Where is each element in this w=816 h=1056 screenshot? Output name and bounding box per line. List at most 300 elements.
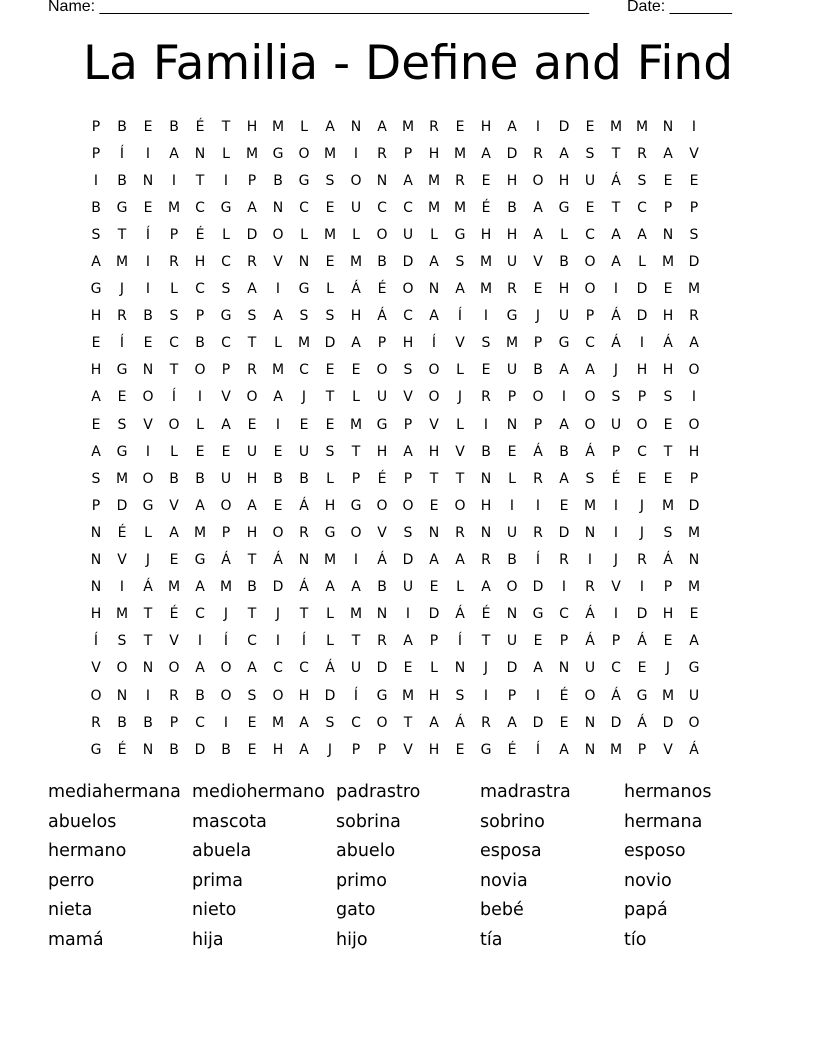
- grid-letter[interactable]: M: [115, 254, 129, 271]
- grid-letter[interactable]: V: [455, 335, 465, 352]
- grid-letter[interactable]: H: [246, 470, 258, 487]
- grid-letter[interactable]: T: [403, 714, 413, 731]
- grid-letter[interactable]: M: [271, 362, 285, 379]
- grid-letter[interactable]: I: [171, 172, 177, 189]
- grid-letter[interactable]: U: [558, 308, 570, 325]
- grid-letter[interactable]: I: [405, 606, 411, 623]
- grid-letter[interactable]: O: [428, 389, 440, 406]
- grid-letter[interactable]: I: [613, 606, 619, 623]
- grid-letter[interactable]: R: [481, 552, 491, 569]
- grid-letter[interactable]: L: [456, 362, 464, 379]
- grid-letter[interactable]: E: [429, 579, 439, 596]
- grid-letter[interactable]: B: [507, 199, 517, 216]
- grid-letter[interactable]: S: [117, 633, 127, 650]
- grid-letter[interactable]: B: [195, 687, 205, 704]
- grid-letter[interactable]: C: [299, 362, 309, 379]
- grid-letter[interactable]: P: [195, 308, 205, 325]
- grid-letter[interactable]: M: [323, 226, 337, 243]
- grid-letter[interactable]: A: [273, 389, 283, 406]
- grid-letter[interactable]: E: [533, 633, 543, 650]
- grid-letter[interactable]: R: [533, 470, 543, 487]
- grid-letter[interactable]: A: [403, 633, 413, 650]
- grid-letter[interactable]: É: [117, 524, 127, 541]
- grid-letter[interactable]: H: [246, 118, 258, 135]
- grid-letter[interactable]: M: [193, 524, 207, 541]
- grid-letter[interactable]: H: [90, 308, 102, 325]
- grid-letter[interactable]: N: [480, 470, 492, 487]
- grid-letter[interactable]: G: [220, 199, 232, 216]
- grid-letter[interactable]: M: [323, 145, 337, 162]
- grid-letter[interactable]: S: [403, 362, 413, 379]
- grid-letter[interactable]: A: [195, 660, 205, 677]
- grid-letter[interactable]: T: [481, 633, 491, 650]
- grid-letter[interactable]: R: [169, 687, 179, 704]
- grid-letter[interactable]: N: [662, 226, 674, 243]
- grid-letter[interactable]: E: [273, 497, 283, 514]
- grid-letter[interactable]: N: [90, 579, 102, 596]
- grid-letter[interactable]: H: [402, 335, 414, 352]
- grid-letter[interactable]: I: [275, 281, 281, 298]
- grid-letter[interactable]: A: [169, 145, 179, 162]
- grid-letter[interactable]: N: [428, 281, 440, 298]
- grid-letter[interactable]: R: [377, 145, 387, 162]
- grid-letter[interactable]: R: [507, 281, 517, 298]
- grid-letter[interactable]: L: [508, 470, 516, 487]
- grid-letter[interactable]: L: [326, 606, 334, 623]
- grid-letter[interactable]: H: [350, 308, 362, 325]
- grid-letter[interactable]: C: [273, 660, 283, 677]
- grid-letter[interactable]: V: [169, 497, 179, 514]
- grid-letter[interactable]: U: [376, 389, 388, 406]
- grid-letter[interactable]: S: [117, 416, 127, 433]
- grid-letter[interactable]: Á: [663, 552, 673, 569]
- grid-letter[interactable]: H: [558, 281, 570, 298]
- grid-letter[interactable]: T: [611, 199, 621, 216]
- grid-letter[interactable]: M: [271, 118, 285, 135]
- grid-letter[interactable]: P: [403, 416, 413, 433]
- grid-letter[interactable]: É: [481, 199, 491, 216]
- grid-letter[interactable]: Í: [535, 552, 541, 569]
- grid-letter[interactable]: R: [455, 524, 465, 541]
- grid-letter[interactable]: H: [324, 497, 336, 514]
- grid-letter[interactable]: A: [585, 362, 595, 379]
- grid-letter[interactable]: E: [663, 416, 673, 433]
- grid-letter[interactable]: N: [454, 660, 466, 677]
- grid-letter[interactable]: P: [663, 199, 673, 216]
- grid-letter[interactable]: G: [480, 741, 492, 758]
- grid-letter[interactable]: B: [143, 714, 153, 731]
- grid-letter[interactable]: N: [272, 199, 284, 216]
- grid-letter[interactable]: O: [688, 714, 700, 731]
- grid-letter[interactable]: A: [221, 416, 231, 433]
- grid-letter[interactable]: R: [299, 524, 309, 541]
- grid-letter[interactable]: É: [559, 687, 569, 704]
- grid-letter[interactable]: A: [91, 254, 101, 271]
- grid-letter[interactable]: J: [613, 552, 619, 569]
- grid-letter[interactable]: N: [688, 552, 700, 569]
- grid-letter[interactable]: G: [90, 741, 102, 758]
- grid-letter[interactable]: E: [559, 497, 569, 514]
- grid-letter[interactable]: R: [429, 118, 439, 135]
- grid-letter[interactable]: A: [273, 308, 283, 325]
- grid-letter[interactable]: Á: [663, 335, 673, 352]
- grid-letter[interactable]: Á: [689, 741, 699, 758]
- grid-letter[interactable]: H: [480, 118, 492, 135]
- grid-letter[interactable]: I: [275, 633, 281, 650]
- grid-letter[interactable]: M: [115, 606, 129, 623]
- grid-letter[interactable]: D: [116, 497, 128, 514]
- grid-letter[interactable]: G: [532, 606, 544, 623]
- grid-letter[interactable]: E: [689, 606, 699, 623]
- grid-letter[interactable]: E: [247, 741, 257, 758]
- grid-letter[interactable]: S: [689, 226, 699, 243]
- grid-letter[interactable]: R: [559, 552, 569, 569]
- grid-letter[interactable]: P: [91, 497, 101, 514]
- grid-letter[interactable]: C: [299, 199, 309, 216]
- grid-letter[interactable]: B: [273, 172, 283, 189]
- grid-letter[interactable]: A: [559, 741, 569, 758]
- grid-letter[interactable]: E: [325, 416, 335, 433]
- grid-letter[interactable]: G: [298, 172, 310, 189]
- grid-letter[interactable]: A: [637, 226, 647, 243]
- grid-letter[interactable]: H: [662, 606, 674, 623]
- grid-letter[interactable]: I: [483, 308, 489, 325]
- grid-letter[interactable]: I: [145, 687, 151, 704]
- grid-letter[interactable]: G: [142, 497, 154, 514]
- grid-letter[interactable]: T: [221, 118, 231, 135]
- grid-letter[interactable]: R: [247, 362, 257, 379]
- grid-letter[interactable]: N: [584, 741, 596, 758]
- grid-letter[interactable]: E: [585, 118, 595, 135]
- grid-letter[interactable]: Á: [455, 714, 465, 731]
- grid-letter[interactable]: N: [298, 254, 310, 271]
- grid-letter[interactable]: C: [195, 606, 205, 623]
- grid-letter[interactable]: I: [613, 497, 619, 514]
- grid-letter[interactable]: A: [325, 118, 335, 135]
- grid-letter[interactable]: E: [637, 660, 647, 677]
- grid-letter[interactable]: G: [454, 226, 466, 243]
- grid-letter[interactable]: V: [221, 389, 231, 406]
- grid-letter[interactable]: A: [689, 633, 699, 650]
- grid-letter[interactable]: I: [145, 145, 151, 162]
- grid-letter[interactable]: Í: [353, 687, 359, 704]
- grid-letter[interactable]: D: [558, 118, 570, 135]
- grid-letter[interactable]: A: [299, 741, 309, 758]
- grid-letter[interactable]: O: [220, 660, 232, 677]
- grid-letter[interactable]: R: [533, 524, 543, 541]
- grid-letter[interactable]: I: [691, 118, 697, 135]
- grid-letter[interactable]: L: [456, 579, 464, 596]
- grid-letter[interactable]: É: [377, 281, 387, 298]
- grid-letter[interactable]: G: [376, 687, 388, 704]
- grid-letter[interactable]: N: [194, 145, 206, 162]
- grid-letter[interactable]: É: [481, 606, 491, 623]
- grid-letter[interactable]: H: [90, 362, 102, 379]
- grid-letter[interactable]: E: [455, 118, 465, 135]
- grid-letter[interactable]: G: [194, 552, 206, 569]
- grid-letter[interactable]: L: [196, 416, 204, 433]
- grid-letter[interactable]: O: [116, 660, 128, 677]
- grid-letter[interactable]: L: [326, 470, 334, 487]
- grid-letter[interactable]: M: [349, 606, 363, 623]
- grid-letter[interactable]: M: [635, 118, 649, 135]
- grid-letter[interactable]: T: [299, 606, 309, 623]
- grid-letter[interactable]: I: [197, 633, 203, 650]
- grid-letter[interactable]: A: [429, 552, 439, 569]
- grid-letter[interactable]: N: [376, 606, 388, 623]
- grid-letter[interactable]: A: [559, 416, 569, 433]
- grid-letter[interactable]: V: [429, 416, 439, 433]
- grid-letter[interactable]: B: [481, 443, 491, 460]
- grid-letter[interactable]: C: [559, 606, 569, 623]
- grid-letter[interactable]: M: [687, 579, 701, 596]
- grid-letter[interactable]: B: [195, 335, 205, 352]
- grid-letter[interactable]: A: [247, 281, 257, 298]
- grid-letter[interactable]: E: [455, 741, 465, 758]
- grid-letter[interactable]: Á: [585, 633, 595, 650]
- grid-letter[interactable]: D: [636, 308, 648, 325]
- grid-letter[interactable]: A: [377, 118, 387, 135]
- grid-letter[interactable]: D: [636, 606, 648, 623]
- grid-letter[interactable]: G: [558, 199, 570, 216]
- grid-letter[interactable]: T: [247, 606, 257, 623]
- grid-letter[interactable]: P: [221, 362, 231, 379]
- grid-letter[interactable]: I: [587, 552, 593, 569]
- grid-letter[interactable]: I: [535, 497, 541, 514]
- grid-letter[interactable]: Á: [325, 660, 335, 677]
- grid-letter[interactable]: N: [662, 118, 674, 135]
- grid-letter[interactable]: G: [272, 145, 284, 162]
- grid-letter[interactable]: Í: [93, 633, 99, 650]
- grid-letter[interactable]: U: [298, 443, 310, 460]
- grid-letter[interactable]: I: [353, 552, 359, 569]
- grid-letter[interactable]: E: [91, 416, 101, 433]
- grid-letter[interactable]: E: [91, 335, 101, 352]
- grid-letter[interactable]: G: [350, 497, 362, 514]
- grid-letter[interactable]: D: [324, 687, 336, 704]
- grid-letter[interactable]: P: [429, 633, 439, 650]
- grid-letter[interactable]: D: [688, 497, 700, 514]
- grid-letter[interactable]: H: [688, 443, 700, 460]
- grid-letter[interactable]: N: [142, 172, 154, 189]
- grid-letter[interactable]: E: [273, 443, 283, 460]
- grid-letter[interactable]: Í: [119, 145, 125, 162]
- grid-letter[interactable]: P: [611, 633, 621, 650]
- grid-letter[interactable]: C: [403, 199, 413, 216]
- grid-letter[interactable]: O: [220, 687, 232, 704]
- grid-letter[interactable]: J: [639, 497, 645, 514]
- grid-letter[interactable]: B: [299, 470, 309, 487]
- grid-letter[interactable]: A: [507, 714, 517, 731]
- grid-letter[interactable]: L: [300, 118, 308, 135]
- grid-letter[interactable]: R: [689, 308, 699, 325]
- grid-letter[interactable]: G: [298, 281, 310, 298]
- grid-letter[interactable]: M: [271, 714, 285, 731]
- grid-letter[interactable]: M: [687, 524, 701, 541]
- grid-letter[interactable]: O: [142, 389, 154, 406]
- grid-letter[interactable]: D: [506, 145, 518, 162]
- grid-letter[interactable]: O: [272, 524, 284, 541]
- grid-letter[interactable]: P: [585, 308, 595, 325]
- grid-letter[interactable]: L: [430, 660, 438, 677]
- grid-letter[interactable]: G: [376, 416, 388, 433]
- grid-letter[interactable]: Í: [171, 389, 177, 406]
- grid-letter[interactable]: Í: [145, 226, 151, 243]
- grid-letter[interactable]: I: [483, 416, 489, 433]
- grid-letter[interactable]: P: [533, 416, 543, 433]
- grid-letter[interactable]: J: [483, 660, 489, 677]
- grid-letter[interactable]: Á: [585, 443, 595, 460]
- grid-letter[interactable]: Í: [457, 633, 463, 650]
- grid-letter[interactable]: D: [532, 579, 544, 596]
- grid-letter[interactable]: A: [533, 199, 543, 216]
- grid-letter[interactable]: N: [142, 660, 154, 677]
- grid-letter[interactable]: T: [325, 389, 335, 406]
- grid-letter[interactable]: A: [195, 579, 205, 596]
- grid-letter[interactable]: B: [377, 254, 387, 271]
- grid-letter[interactable]: S: [455, 254, 465, 271]
- grid-letter[interactable]: B: [273, 470, 283, 487]
- grid-letter[interactable]: O: [688, 362, 700, 379]
- grid-letter[interactable]: M: [167, 579, 181, 596]
- grid-letter[interactable]: D: [428, 606, 440, 623]
- grid-letter[interactable]: Á: [299, 579, 309, 596]
- grid-letter[interactable]: E: [247, 416, 257, 433]
- grid-letter[interactable]: N: [142, 741, 154, 758]
- grid-letter[interactable]: A: [403, 443, 413, 460]
- grid-letter[interactable]: S: [403, 524, 413, 541]
- grid-letter[interactable]: P: [169, 714, 179, 731]
- grid-letter[interactable]: Á: [611, 308, 621, 325]
- grid-letter[interactable]: E: [429, 497, 439, 514]
- grid-letter[interactable]: U: [688, 687, 700, 704]
- grid-letter[interactable]: E: [403, 660, 413, 677]
- grid-letter[interactable]: L: [560, 226, 568, 243]
- grid-letter[interactable]: M: [505, 335, 519, 352]
- grid-letter[interactable]: B: [169, 470, 179, 487]
- grid-letter[interactable]: B: [507, 552, 517, 569]
- grid-letter[interactable]: M: [479, 281, 493, 298]
- grid-letter[interactable]: S: [91, 470, 101, 487]
- grid-letter[interactable]: T: [143, 606, 153, 623]
- grid-letter[interactable]: L: [170, 443, 178, 460]
- grid-letter[interactable]: H: [246, 524, 258, 541]
- grid-letter[interactable]: N: [584, 524, 596, 541]
- grid-letter[interactable]: N: [506, 606, 518, 623]
- grid-letter[interactable]: I: [509, 497, 515, 514]
- grid-letter[interactable]: P: [637, 741, 647, 758]
- grid-letter[interactable]: H: [558, 172, 570, 189]
- grid-letter[interactable]: A: [481, 145, 491, 162]
- grid-letter[interactable]: P: [91, 145, 101, 162]
- grid-letter[interactable]: R: [637, 552, 647, 569]
- grid-letter[interactable]: S: [221, 281, 231, 298]
- grid-letter[interactable]: A: [91, 389, 101, 406]
- grid-letter[interactable]: M: [583, 497, 597, 514]
- grid-letter[interactable]: E: [195, 443, 205, 460]
- grid-letter[interactable]: L: [326, 281, 334, 298]
- grid-letter[interactable]: S: [455, 687, 465, 704]
- grid-letter[interactable]: Á: [585, 606, 595, 623]
- grid-letter[interactable]: R: [481, 714, 491, 731]
- grid-letter[interactable]: I: [483, 687, 489, 704]
- grid-letter[interactable]: H: [428, 741, 440, 758]
- grid-letter[interactable]: R: [481, 389, 491, 406]
- grid-letter[interactable]: E: [481, 172, 491, 189]
- grid-letter[interactable]: O: [272, 226, 284, 243]
- grid-letter[interactable]: O: [402, 497, 414, 514]
- grid-letter[interactable]: T: [351, 633, 361, 650]
- grid-letter[interactable]: É: [195, 118, 205, 135]
- grid-letter[interactable]: A: [663, 145, 673, 162]
- grid-letter[interactable]: H: [428, 443, 440, 460]
- grid-letter[interactable]: D: [402, 254, 414, 271]
- grid-letter[interactable]: E: [663, 281, 673, 298]
- grid-letter[interactable]: P: [169, 226, 179, 243]
- grid-letter[interactable]: J: [457, 389, 463, 406]
- grid-letter[interactable]: R: [169, 254, 179, 271]
- grid-letter[interactable]: Á: [299, 497, 309, 514]
- grid-letter[interactable]: T: [611, 145, 621, 162]
- grid-letter[interactable]: H: [376, 443, 388, 460]
- grid-letter[interactable]: M: [427, 172, 441, 189]
- grid-letter[interactable]: O: [168, 660, 180, 677]
- grid-letter[interactable]: R: [637, 145, 647, 162]
- grid-letter[interactable]: V: [91, 660, 101, 677]
- grid-letter[interactable]: P: [611, 443, 621, 460]
- grid-letter[interactable]: U: [506, 633, 518, 650]
- grid-letter[interactable]: U: [584, 660, 596, 677]
- grid-letter[interactable]: E: [221, 443, 231, 460]
- grid-letter[interactable]: H: [636, 362, 648, 379]
- grid-letter[interactable]: Á: [637, 714, 647, 731]
- grid-letter[interactable]: O: [142, 470, 154, 487]
- grid-letter[interactable]: V: [273, 254, 283, 271]
- grid-letter[interactable]: C: [221, 335, 231, 352]
- grid-letter[interactable]: A: [247, 660, 257, 677]
- grid-letter[interactable]: E: [637, 470, 647, 487]
- grid-letter[interactable]: O: [376, 497, 388, 514]
- grid-letter[interactable]: P: [351, 470, 361, 487]
- grid-letter[interactable]: S: [585, 145, 595, 162]
- grid-letter[interactable]: G: [558, 335, 570, 352]
- grid-letter[interactable]: Í: [535, 741, 541, 758]
- grid-letter[interactable]: R: [377, 633, 387, 650]
- grid-letter[interactable]: Á: [351, 281, 361, 298]
- grid-letter[interactable]: B: [117, 172, 127, 189]
- grid-letter[interactable]: I: [93, 172, 99, 189]
- grid-letter[interactable]: N: [350, 118, 362, 135]
- grid-letter[interactable]: R: [585, 579, 595, 596]
- grid-letter[interactable]: O: [246, 389, 258, 406]
- grid-letter[interactable]: O: [220, 497, 232, 514]
- grid-letter[interactable]: É: [169, 606, 179, 623]
- grid-letter[interactable]: O: [194, 362, 206, 379]
- grid-letter[interactable]: Á: [611, 172, 621, 189]
- grid-letter[interactable]: V: [533, 254, 543, 271]
- grid-letter[interactable]: N: [116, 687, 128, 704]
- grid-letter[interactable]: I: [535, 687, 541, 704]
- grid-letter[interactable]: O: [584, 416, 596, 433]
- grid-letter[interactable]: O: [688, 416, 700, 433]
- grid-letter[interactable]: C: [195, 199, 205, 216]
- grid-letter[interactable]: J: [145, 552, 151, 569]
- grid-letter[interactable]: Í: [119, 335, 125, 352]
- grid-letter[interactable]: T: [429, 470, 439, 487]
- grid-letter[interactable]: U: [350, 199, 362, 216]
- grid-letter[interactable]: O: [376, 226, 388, 243]
- grid-letter[interactable]: B: [559, 254, 569, 271]
